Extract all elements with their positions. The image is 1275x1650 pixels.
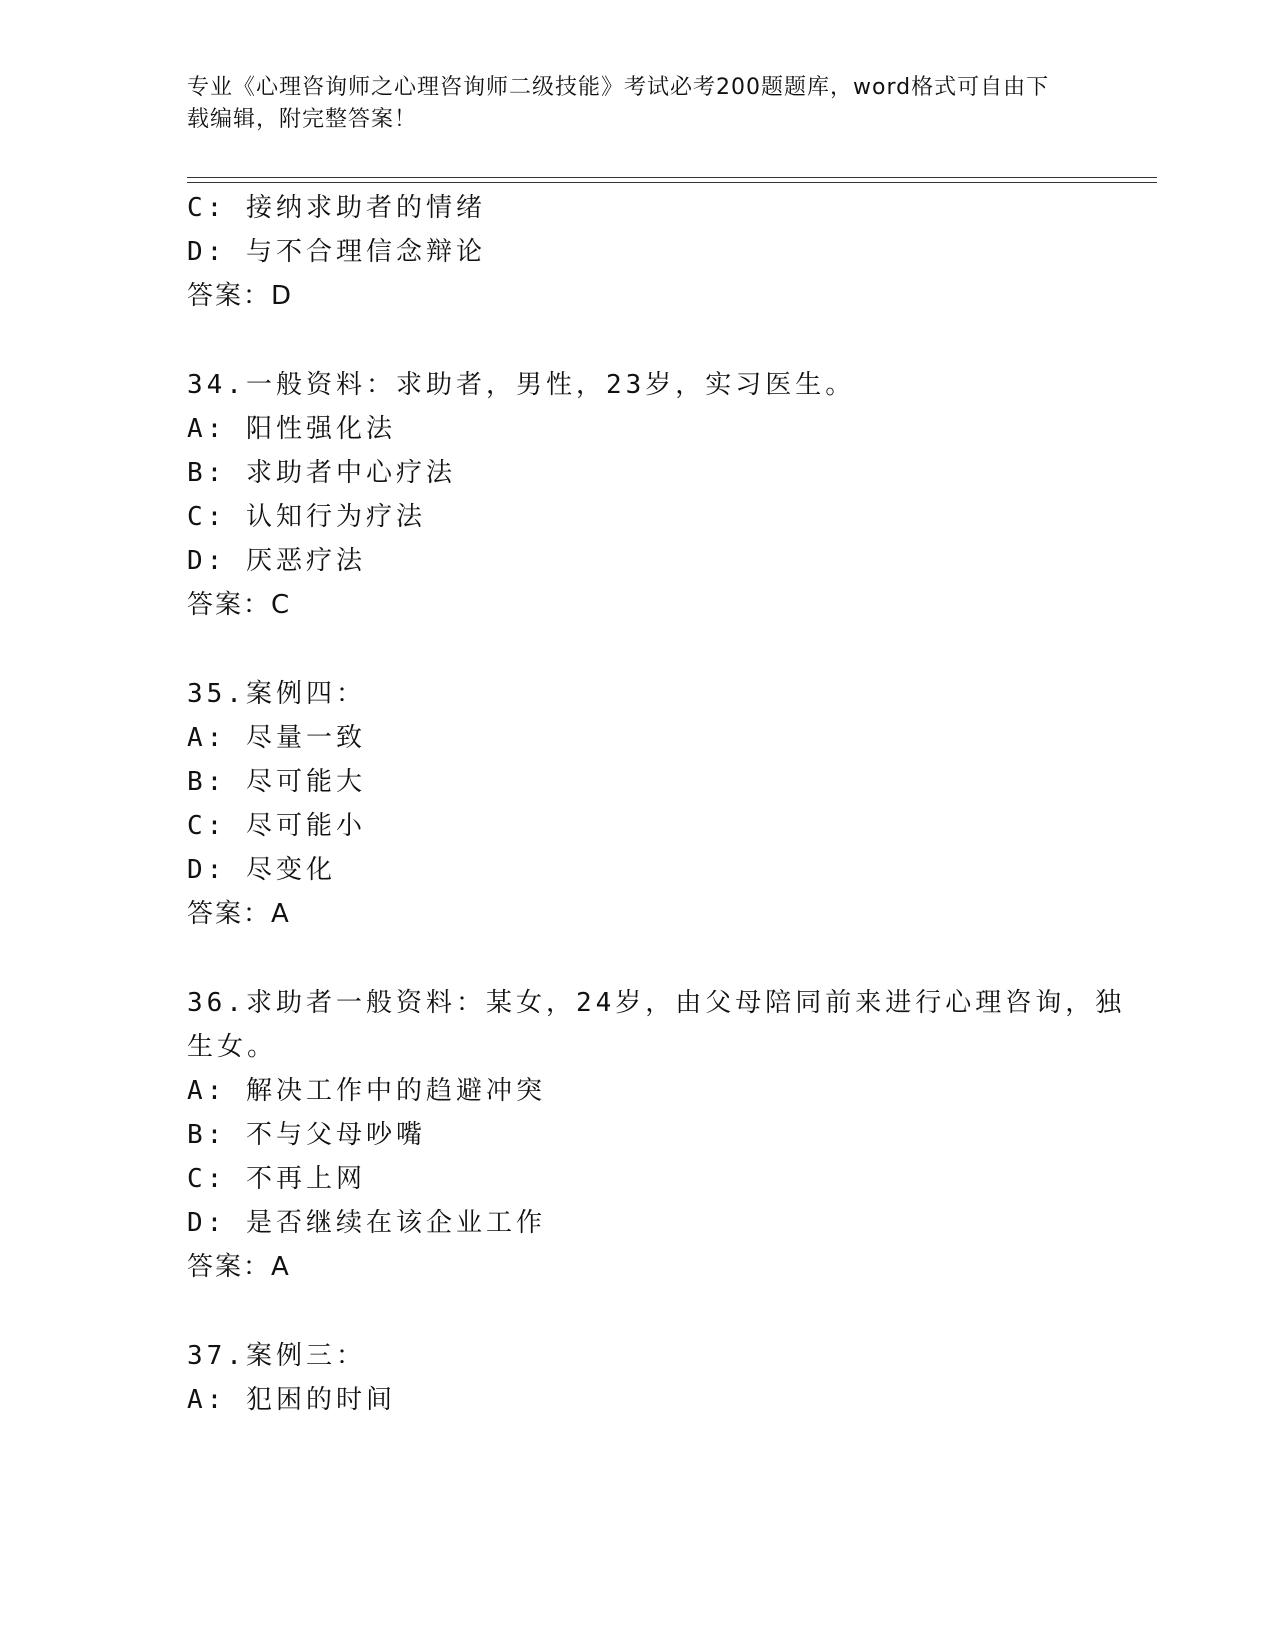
answer: 答案：C xyxy=(187,590,292,620)
option-a: A: 阳性强化法 xyxy=(187,414,396,444)
option-c: C: 认知行为疗法 xyxy=(187,502,426,532)
option-b: B: 不与父母吵嘴 xyxy=(187,1120,426,1150)
option-a: A: 犯困的时间 xyxy=(187,1385,396,1415)
question-36: 36.求助者一般资料：某女，24岁，由父母陪同前来进行心理咨询，独 xyxy=(187,988,1126,1018)
option-d: D: 是否继续在该企业工作 xyxy=(187,1208,546,1238)
option-d: D: 与不合理信念辩论 xyxy=(187,237,486,267)
option-d: D: 尽变化 xyxy=(187,855,336,885)
option-c: C: 尽可能小 xyxy=(187,811,366,841)
answer: 答案：D xyxy=(187,281,294,311)
option-b: B: 求助者中心疗法 xyxy=(187,458,456,488)
option-d: D: 厌恶疗法 xyxy=(187,546,366,576)
answer: 答案：A xyxy=(187,1252,291,1282)
question-34: 34.一般资料：求助者，男性，23岁，实习医生。 xyxy=(187,370,856,400)
question-35: 35.案例四： xyxy=(187,679,366,709)
option-c: C: 接纳求助者的情绪 xyxy=(187,193,486,223)
option-a: A: 尽量一致 xyxy=(187,723,366,753)
question-36-continued: 生女。 xyxy=(187,1032,278,1062)
question-37: 37.案例三： xyxy=(187,1341,366,1371)
option-a: A: 解决工作中的趋避冲突 xyxy=(187,1076,546,1106)
document-header: 专业《心理咨询师之心理咨询师二级技能》考试必考200题题库，word格式可自由下载编辑，附完整答案！ xyxy=(187,75,1050,132)
option-c: C: 不再上网 xyxy=(187,1164,366,1194)
option-b: B: 尽可能大 xyxy=(187,767,366,797)
header-divider-top xyxy=(187,177,1157,178)
header-divider-bottom xyxy=(187,182,1157,183)
answer: 答案：A xyxy=(187,899,291,929)
